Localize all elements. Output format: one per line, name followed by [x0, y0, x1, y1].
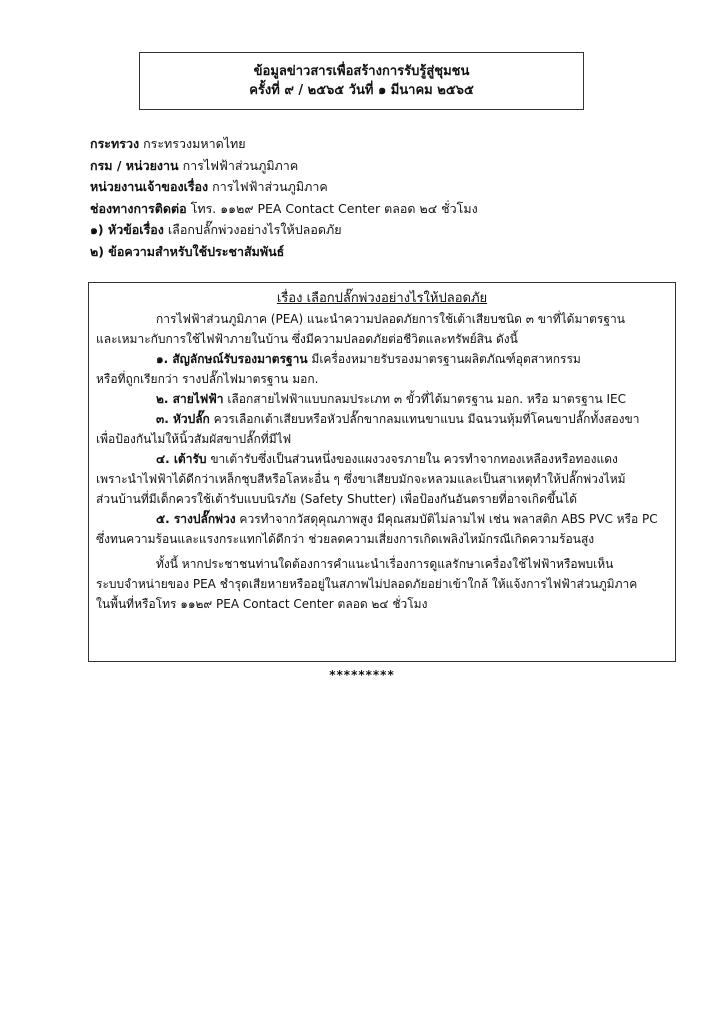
item-1-line-1 [96, 349, 668, 369]
item-2-text: เลือกสายไฟฟ้าแบบกลมประเภท ๓ ขั้วที่ได้มาตรฐาน มอก. หรือ มาตรฐาน IEC [223, 392, 626, 406]
intro-line-1: การไฟฟ้าส่วนภูมิภาค (PEA) แนะนำความปลอดภัยการใช้เต้าเสียบชนิด ๓ ขาที่ได้มาตรฐาน [156, 312, 625, 326]
item-4-line-1 [96, 449, 668, 469]
item-5-title: ๕. รางปลั๊กพ่วง [156, 512, 236, 526]
closing-paragraph [96, 554, 668, 614]
meta-department [90, 155, 650, 177]
topic-label: ๑) หัวข้อเรื่อง [90, 222, 164, 237]
intro-line-2: และเหมาะกับการใช้ไฟฟ้าภายในบ้าน ซึ่งมีความปลอดภัยต่อชีวิตและทรัพย์สิน ดังนี้ [96, 332, 518, 346]
owner-value: การไฟฟ้าส่วนภูมิภาค [212, 179, 328, 194]
message-label: ๒) ข้อความสำหรับใช้ประชาสัมพันธ์ [90, 243, 285, 259]
item-3-title: ๓. หัวปลั๊ก [156, 412, 210, 426]
meta-contact [90, 198, 650, 220]
meta-topic [90, 219, 650, 241]
item-4-line-2: เพราะนำไฟฟ้าได้ดีกว่าเหล็กชุบสีหรือโลหะอื่น ๆ ซึ่งขาเสียบมักจะหลวมและเป็นสาเหตุทำให้ปลั๊กพ่วงไหม้ [96, 472, 626, 486]
item-3-text: ควรเลือกเต้าเสียบหรือหัวปลั๊กขากลมแทนขาแบน มีฉนวนหุ้มที่โคนขาปลั๊กทั้งสองขา [209, 412, 640, 426]
item-3-line-2: เพื่อป้องกันไม่ให้นิ้วสัมผัสขาปลั๊กที่มีไฟ [96, 432, 292, 446]
item-2 [96, 389, 668, 409]
item-2-line-1 [96, 389, 668, 409]
item-4-text: ขาเต้ารับซึ่งเป็นส่วนหนึ่งของแผงวงจรภายใน ควรทำจากทองเหลืองหรือทองแดง [206, 452, 618, 466]
ministry-value: กระทรวงมหาดไทย [143, 136, 246, 151]
meta-owner [90, 176, 650, 198]
dept-label: กรม / หน่วยงาน [90, 157, 179, 173]
closing-line-2: ระบบจำหน่ายของ PEA ชำรุดเสียหายหรืออยู่ในสภาพไม่ปลอดภัยอย่าเข้าใกล้ ให้แจ้งการไฟฟ้าส่วนภูมิภาค [96, 577, 638, 591]
owner-label: หน่วยงานเจ้าของเรื่อง [90, 179, 209, 194]
intro-paragraph [96, 309, 668, 349]
end-mark: ********* [329, 668, 395, 682]
closing-line-3: ในพื้นที่หรือโทร ๑๑๒๙ PEA Contact Center ตลอด ๒๔ ชั่วโมง [96, 597, 428, 611]
closing-line-1: ทั้งนี้ หากประชาชนท่านใดต้องการคำแนะนำเรื่องการดูแลรักษาเครื่องใช้ไฟฟ้าหรือพบเห็น [156, 557, 614, 571]
item-2-title: ๒. สายไฟฟ้า [156, 392, 224, 406]
meta-ministry [90, 133, 650, 155]
title-line-2: ครั้งที่ ๙ / ๒๕๖๕ วันที่ ๑ มีนาคม ๒๕๖๕ [249, 83, 474, 98]
contact-label: ช่องทางการติดต่อ [90, 200, 187, 216]
item-3 [96, 409, 668, 449]
item-5-text: ควรทำจากวัสดุคุณภาพสูง มีคุณสมบัติไม่ลามไฟ เช่น พลาสติก ABS PVC หรือ PC [235, 512, 658, 526]
topic-value: เลือกปลั๊กพ่วงอย่างไรให้ปลอดภัย [167, 222, 342, 237]
meta-message [90, 241, 650, 263]
message-box [88, 282, 676, 662]
ministry-label: กระทรวง [90, 136, 140, 151]
item-3-line-1 [96, 409, 668, 429]
item-5 [96, 509, 668, 549]
dept-value: การไฟฟ้าส่วนภูมิภาค [182, 157, 299, 173]
contact-value: โทร. ๑๑๒๙ PEA Contact Center ตลอด ๒๔ ชั่วโมง [190, 200, 478, 216]
title-line-1: ข้อมูลข่าวสารเพื่อสร้างการรับรู้สู่ชุมชน [253, 64, 470, 79]
item-4-title: ๔. เต้ารับ [156, 452, 207, 466]
title-box [139, 52, 584, 110]
meta-section [90, 133, 650, 262]
item-1 [96, 349, 668, 389]
item-1-text: มีเครื่องหมายรับรองมาตรฐานผลิตภัณฑ์อุตสาหกรรม [307, 352, 581, 366]
item-4-line-3: ส่วนบ้านที่มีเด็กควรใช้เต้ารับแบบนิรภัย (Safety Shutter) เพื่อป้องกันอันตรายที่อาจเกิดขึ้นได้ [96, 492, 578, 506]
item-5-line-2: ซึ่งทนความร้อนและแรงกระแทกได้ดีกว่า ช่วยลดความเสี่ยงการเกิดเพลิงไหม้กรณีเกิดความร้อนสูง [96, 532, 595, 546]
item-1-line-2: หรือที่ถูกเรียกว่า รางปลั๊กไฟมาตรฐาน มอก. [96, 372, 319, 386]
item-4 [96, 449, 668, 509]
item-1-title: ๑. สัญลักษณ์รับรองมาตรฐาน [156, 352, 308, 366]
item-5-line-1 [96, 509, 668, 529]
subject-heading: เรื่อง เลือกปลั๊กพ่วงอย่างไรให้ปลอดภัย [276, 291, 488, 306]
